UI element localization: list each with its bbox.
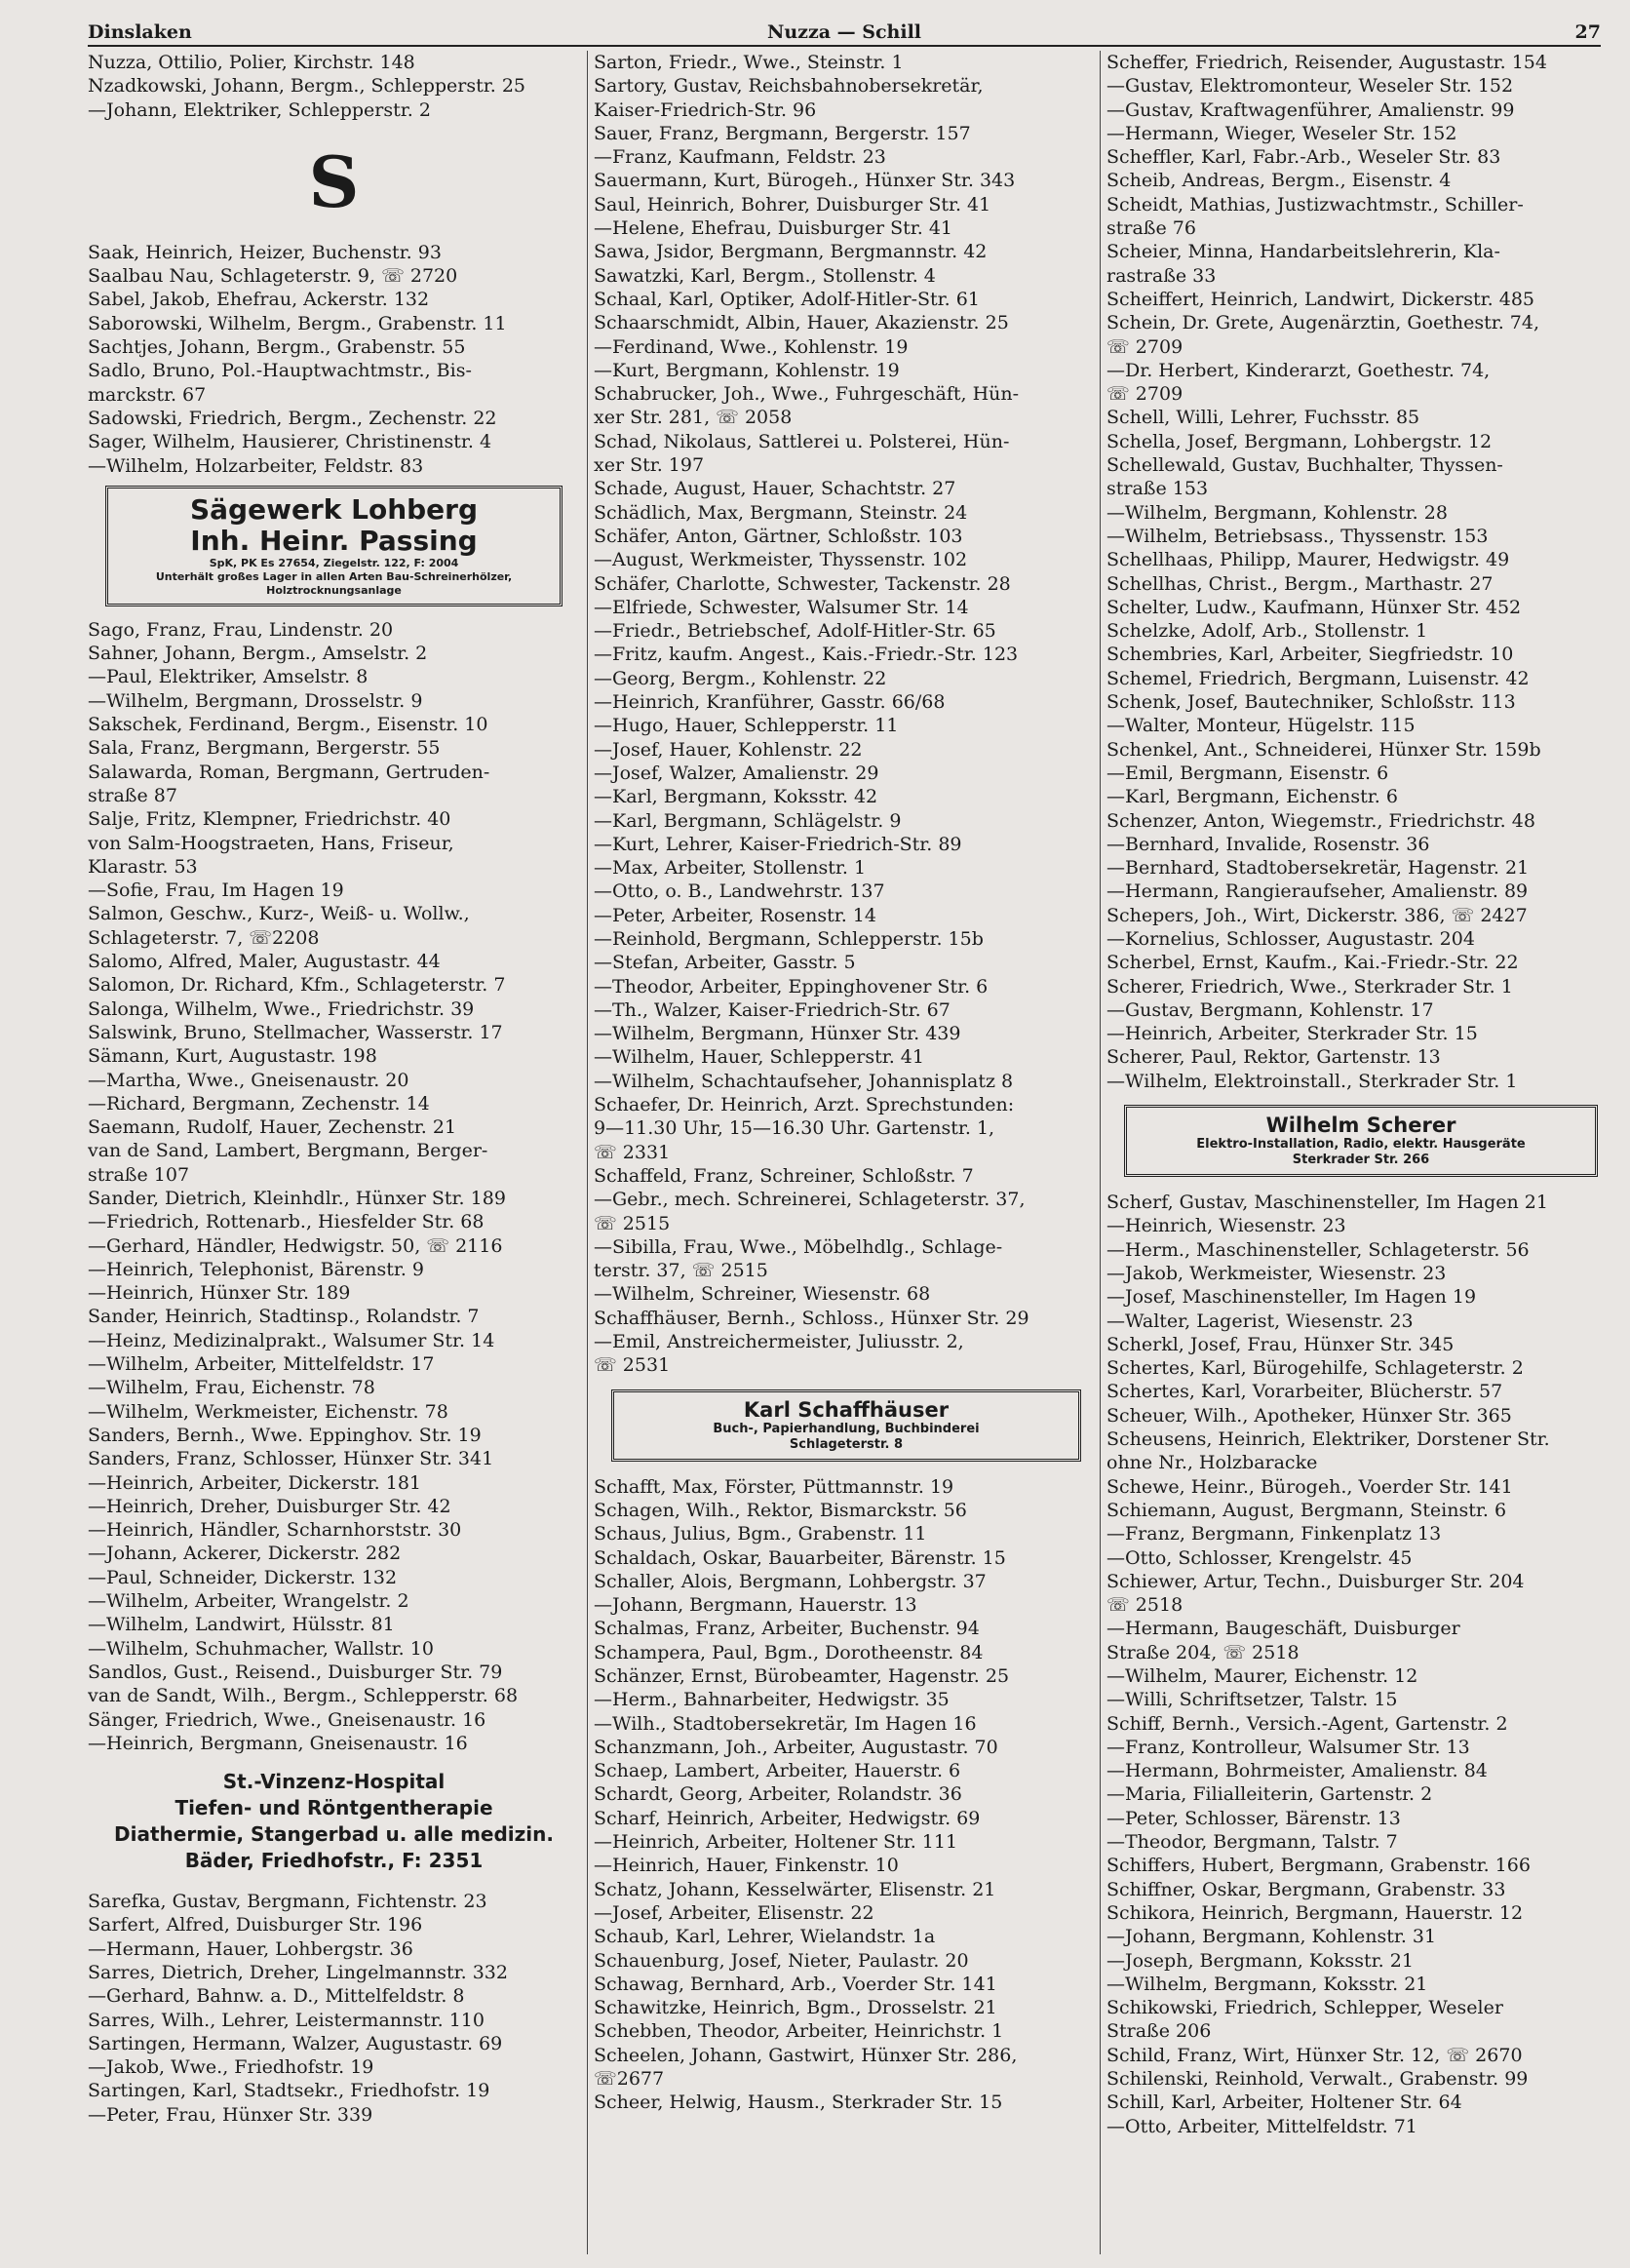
- directory-entry: —Josef, Arbeiter, Elisenstr. 22: [594, 1901, 874, 1924]
- directory-entry: Salonga, Wilhelm, Wwe., Friedrichstr. 39: [88, 997, 475, 1020]
- directory-entry: Scherer, Paul, Rektor, Gartenstr. 13: [1106, 1046, 1441, 1069]
- ad-line: Diathermie, Stangerbad u. alle medizin.: [114, 1822, 554, 1847]
- directory-entry: —Wilhelm, Schachtaufseher, Johannisplatz 8: [594, 1070, 1014, 1092]
- directory-entry: —Helene, Ehefrau, Duisburger Str. 41: [594, 217, 953, 240]
- ad-title: Wilhelm Scherer: [1265, 1114, 1456, 1138]
- directory-entry: ☏ 2709: [1106, 383, 1184, 406]
- directory-entry: Scheffler, Karl, Fabr.-Arb., Weseler Str. 83: [1106, 146, 1501, 169]
- directory-entry: Salje, Fritz, Klempner, Friedrichstr. 40: [88, 808, 451, 831]
- directory-entry: Schellewald, Gustav, Buchhalter, Thyssen-: [1106, 454, 1503, 477]
- header-range: Nuzza — Schill: [766, 21, 922, 43]
- directory-entry: Schild, Franz, Wirt, Hünxer Str. 12, ☏ 2670: [1106, 2044, 1523, 2066]
- directory-entry: Salawarda, Roman, Bergmann, Gertruden-: [88, 761, 490, 783]
- directory-entry: —Wilhelm, Bergmann, Hünxer Str. 439: [594, 1023, 961, 1045]
- directory-entry: terstr. 37, ☏ 2515: [594, 1260, 768, 1282]
- page-number: 27: [1574, 21, 1601, 43]
- directory-entry: Schiff, Bernh., Versich.-Agent, Gartenstr. 2: [1106, 1712, 1508, 1735]
- directory-entry: —Jakob, Wwe., Friedhofstr. 19: [88, 2056, 374, 2079]
- directory-entry: Schawitzke, Heinrich, Bgm., Drosselstr. 21: [594, 1997, 997, 2019]
- directory-entry: —Richard, Bergmann, Zechenstr. 14: [88, 1092, 430, 1114]
- directory-entry: —Paul, Elektriker, Amselstr. 8: [88, 666, 369, 688]
- directory-entry: Saalbau Nau, Schlageterstr. 9, ☏ 2720: [88, 265, 458, 288]
- directory-entry: Schäfer, Charlotte, Schwester, Tackenstr. 28: [594, 572, 1011, 595]
- directory-entry: Sänger, Friedrich, Wwe., Gneisenaustr. 16: [88, 1708, 486, 1731]
- ad-line: Elektro-Installation, Radio, elektr. Hausgeräte: [1196, 1137, 1526, 1153]
- directory-entry: —Wilhelm, Landwirt, Hülsstr. 81: [88, 1614, 395, 1636]
- directory-entry: Schardt, Georg, Arbeiter, Rolandstr. 36: [594, 1783, 962, 1806]
- directory-entry: Salswink, Bruno, Stellmacher, Wasserstr. 17: [88, 1021, 503, 1043]
- directory-entry: Scherkl, Josef, Frau, Hünxer Str. 345: [1106, 1333, 1455, 1355]
- directory-entry: —Wilhelm, Betriebsass., Thyssenstr. 153: [1106, 525, 1489, 547]
- directory-entry: Schiffner, Oskar, Bergmann, Grabenstr. 33: [1106, 1878, 1506, 1900]
- directory-entry: —Sofie, Frau, Im Hagen 19: [88, 880, 344, 902]
- directory-entry: —Heinrich, Kranführer, Gasstr. 66/68: [594, 691, 946, 714]
- directory-entry: Saak, Heinrich, Heizer, Buchenstr. 93: [88, 241, 442, 263]
- directory-entry: Sahner, Johann, Bergm., Amselstr. 2: [88, 643, 428, 665]
- directory-entry: —Johann, Bergmann, Hauerstr. 13: [594, 1594, 917, 1617]
- directory-entry: —Josef, Hauer, Kohlenstr. 22: [594, 738, 863, 761]
- directory-entry: Schelter, Ludw., Kaufmann, Hünxer Str. 452: [1106, 596, 1522, 618]
- ad-line: Schlageterstr. 8: [789, 1436, 904, 1452]
- entries-3b: [1106, 1191, 1615, 2138]
- directory-entry: Schelzke, Adolf, Arb., Stollenstr. 1: [1106, 620, 1428, 643]
- directory-entry: Schenkel, Ant., Schneiderei, Hünxer Str. 159b: [1106, 738, 1541, 761]
- directory-entry: Schafft, Max, Förster, Püttmannstr. 19: [594, 1475, 954, 1498]
- directory-entry: Sander, Heinrich, Stadtinsp., Rolandstr. 7: [88, 1306, 480, 1328]
- directory-entry: —Johann, Elektriker, Schlepperstr. 2: [88, 98, 431, 121]
- directory-entry: —Reinhold, Bergmann, Schlepperstr. 15b: [594, 927, 984, 950]
- directory-entry: —Heinz, Medizinalprakt., Walsumer Str. 14: [88, 1329, 495, 1351]
- directory-entry: Scherer, Friedrich, Wwe., Sterkrader Str. 1: [1106, 975, 1513, 997]
- entries-2b: [594, 1475, 1099, 2115]
- directory-entry: Sanders, Franz, Schlosser, Hünxer Str. 341: [88, 1448, 494, 1470]
- directory-entry: Nuzza, Ottilio, Polier, Kirchstr. 148: [88, 52, 415, 73]
- directory-entry: —Hugo, Hauer, Schlepperstr. 11: [594, 715, 899, 737]
- directory-entry: Sarres, Wilh., Lehrer, Leistermannstr. 110: [88, 2009, 485, 2031]
- directory-entry: Scherbel, Ernst, Kaufm., Kai.-Friedr.-Str. 22: [1106, 952, 1519, 974]
- directory-entry: —Gustav, Bergmann, Kohlenstr. 17: [1106, 998, 1434, 1021]
- directory-entry: —Stefan, Arbeiter, Gasstr. 5: [594, 952, 856, 974]
- directory-entry: —Georg, Bergm., Kohlenstr. 22: [594, 667, 887, 689]
- directory-entry: —Emil, Anstreichermeister, Juliusstr. 2,: [594, 1331, 964, 1353]
- directory-entry: Straße 206: [1106, 2020, 1212, 2043]
- directory-entry: Scherf, Gustav, Maschinensteller, Im Hagen 21: [1106, 1192, 1548, 1214]
- ad-line: Unterhält großes Lager in allen Arten Bau-Schreinerhölzer,: [155, 569, 513, 583]
- directory-entry: Scheelen, Johann, Gastwirt, Hünxer Str. 286,: [594, 2044, 1018, 2066]
- entries-2a: [594, 51, 1099, 1378]
- ad-owner: Inh. Heinr. Passing: [190, 524, 478, 557]
- directory-entry: —Johann, Bergmann, Kohlenstr. 31: [1106, 1926, 1437, 1948]
- directory-entry: —Otto, Schlosser, Krengelstr. 45: [1106, 1546, 1413, 1569]
- entries-1b: [88, 241, 580, 478]
- directory-entry: —Wilhelm, Schuhmacher, Wallstr. 10: [88, 1637, 434, 1660]
- ad-scherer: [1124, 1105, 1598, 1177]
- entries-3a: [1106, 51, 1615, 1093]
- directory-entry: —Wilh., Stadtobersekretär, Im Hagen 16: [594, 1712, 977, 1735]
- directory-entry: —Karl, Bergmann, Eichenstr. 6: [1106, 786, 1398, 808]
- directory-entry: Sabel, Jakob, Ehefrau, Ackerstr. 132: [88, 289, 430, 311]
- directory-entry: —Kurt, Bergmann, Kohlenstr. 19: [594, 359, 900, 381]
- directory-entry: Schein, Dr. Grete, Augenärztin, Goethestr. 74,: [1106, 312, 1540, 334]
- directory-entry: Sawatzki, Karl, Bergm., Stollenstr. 4: [594, 264, 936, 287]
- ad-hospital: [88, 1769, 580, 1874]
- directory-entry: —Paul, Schneider, Dickerstr. 132: [88, 1566, 398, 1588]
- directory-entry: Scheib, Andreas, Bergm., Eisenstr. 4: [1106, 170, 1452, 192]
- directory-entry: Schabrucker, Joh., Wwe., Fuhrgeschäft, Hün-: [594, 383, 1020, 406]
- column-3: [1100, 51, 1615, 2254]
- directory-entry: Salmon, Geschw., Kurz-, Weiß- u. Wollw.,: [88, 903, 470, 925]
- directory-entry: ohne Nr., Holzbaracke: [1106, 1452, 1318, 1474]
- directory-entry: —Wilhelm, Arbeiter, Mittelfeldstr. 17: [88, 1353, 435, 1376]
- directory-entry: Schepers, Joh., Wirt, Dickerstr. 386, ☏ 2427: [1106, 904, 1528, 926]
- directory-entry: Schembries, Karl, Arbeiter, Siegfriedstr. 10: [1106, 644, 1514, 666]
- directory-entry: —Heinrich, Arbeiter, Dickerstr. 181: [88, 1471, 421, 1494]
- directory-entry: —Hermann, Baugeschäft, Duisburger: [1106, 1618, 1460, 1640]
- directory-entry: Sadowski, Friedrich, Bergm., Zechenstr. 22: [88, 407, 497, 429]
- directory-entry: —Willi, Schriftsetzer, Talstr. 15: [1106, 1689, 1398, 1711]
- directory-entry: Sadlo, Bruno, Pol.-Hauptwachtmstr., Bis-: [88, 360, 472, 382]
- directory-entry: Schaffhäuser, Bernh., Schloss., Hünxer Str. 29: [594, 1307, 1029, 1329]
- directory-entry: —Otto, o. B., Landwehrstr. 137: [594, 880, 885, 903]
- directory-entry: Sandlos, Gust., Reisend., Duisburger Str. 79: [88, 1661, 503, 1683]
- directory-entry: xer Str. 197: [594, 454, 705, 477]
- directory-entry: —Peter, Schlosser, Bärenstr. 13: [1106, 1807, 1401, 1829]
- directory-entry: —Heinrich, Wiesenstr. 23: [1106, 1215, 1346, 1237]
- directory-entry: Schauenburg, Josef, Nieter, Paulastr. 20: [594, 1949, 969, 1972]
- directory-entry: —Martha, Wwe., Gneisenaustr. 20: [88, 1069, 409, 1091]
- directory-entry: —Th., Walzer, Kaiser-Friedrich-Str. 67: [594, 998, 951, 1021]
- directory-entry: Sager, Wilhelm, Hausierer, Christinenstr. 4: [88, 431, 492, 453]
- column-1: [88, 51, 580, 2254]
- directory-entry: ☏ 2531: [594, 1354, 671, 1377]
- directory-entry: van de Sand, Lambert, Bergmann, Berger-: [88, 1140, 488, 1162]
- directory-entry: Schill, Karl, Arbeiter, Holtener Str. 64: [1106, 2092, 1462, 2114]
- directory-entry: Schebben, Theodor, Arbeiter, Heinrichstr. 1: [594, 2020, 1004, 2043]
- directory-entry: Nzadkowski, Johann, Bergm., Schlepperstr. 25: [88, 75, 526, 98]
- ad-schaffhaeuser: [611, 1389, 1081, 1462]
- directory-entry: Sala, Franz, Bergmann, Bergerstr. 55: [88, 737, 441, 760]
- directory-entry: Sarton, Friedr., Wwe., Steinstr. 1: [594, 52, 904, 73]
- header-town: Dinslaken: [88, 21, 192, 43]
- directory-entry: Sartingen, Hermann, Walzer, Augustastr. 69: [88, 2032, 503, 2054]
- directory-entry: Klarastr. 53: [88, 855, 198, 878]
- directory-entry: von Salm-Hoogstraeten, Hans, Friseur,: [88, 832, 454, 854]
- directory-entry: —Josef, Maschinensteller, Im Hagen 19: [1106, 1286, 1477, 1309]
- directory-entry: Scheuer, Wilh., Apotheker, Hünxer Str. 365: [1106, 1404, 1512, 1427]
- ad-line: Holztrocknungsanlage: [266, 583, 402, 597]
- directory-entry: —Walter, Lagerist, Wiesenstr. 23: [1106, 1310, 1414, 1332]
- directory-entry: —Dr. Herbert, Kinderarzt, Goethestr. 74,: [1106, 359, 1491, 381]
- directory-entry: Salomon, Dr. Richard, Kfm., Schlageterstr. 7: [88, 974, 506, 997]
- directory-entry: Sarefka, Gustav, Bergmann, Fichtenstr. 23: [88, 1891, 487, 1913]
- directory-entry: Scharf, Heinrich, Arbeiter, Hedwigstr. 69: [594, 1807, 981, 1829]
- directory-entry: xer Str. 281, ☏ 2058: [594, 407, 793, 429]
- directory-entry: —Jakob, Werkmeister, Wiesenstr. 23: [1106, 1262, 1447, 1284]
- ad-title: Sägewerk Lohberg: [189, 492, 479, 526]
- directory-entry: —Theodor, Arbeiter, Eppinghovener Str. 6: [594, 975, 989, 997]
- directory-entry: Sanders, Bernh., Wwe. Eppinghov. Str. 19: [88, 1424, 482, 1446]
- directory-entry: —Wilhelm, Bergmann, Koksstr. 21: [1106, 1973, 1428, 1995]
- directory-entry: —Franz, Kontrolleur, Walsumer Str. 13: [1106, 1736, 1470, 1758]
- directory-entry: —Heinrich, Dreher, Duisburger Str. 42: [88, 1495, 451, 1517]
- directory-entry: Scheiffert, Heinrich, Landwirt, Dickerstr. 485: [1106, 288, 1534, 310]
- directory-entry: —Ferdinand, Wwe., Kohlenstr. 19: [594, 335, 909, 358]
- directory-entry: —Wilhelm, Hauer, Schlepperstr. 41: [594, 1046, 924, 1069]
- directory-entry: Schikowski, Friedrich, Schlepper, Weseler: [1106, 1997, 1503, 2019]
- page-header: [88, 14, 1601, 47]
- directory-entry: ☏ 2331: [594, 1141, 671, 1163]
- directory-entry: Schlageterstr. 7, ☏2208: [88, 926, 320, 949]
- directory-entry: —Peter, Arbeiter, Rosenstr. 14: [594, 904, 876, 926]
- directory-entry: ☏2677: [594, 2068, 665, 2091]
- directory-entry: —Friedr., Betriebschef, Adolf-Hitler-Str. 65: [594, 620, 996, 643]
- directory-entry: —Gerhard, Bahnw. a. D., Mittelfeldstr. 8: [88, 1985, 465, 2008]
- directory-entry: —Wilhelm, Arbeiter, Wrangelstr. 2: [88, 1590, 409, 1613]
- directory-entry: Schaus, Julius, Bgm., Grabenstr. 11: [594, 1523, 927, 1545]
- directory-entry: —Theodor, Bergmann, Talstr. 7: [1106, 1831, 1398, 1854]
- directory-entry: Salomo, Alfred, Maler, Augustastr. 44: [88, 951, 441, 973]
- directory-entry: Sander, Dietrich, Kleinhdlr., Hünxer Str. 189: [88, 1187, 506, 1209]
- directory-entry: Schampera, Paul, Bgm., Dorotheenstr. 84: [594, 1641, 984, 1663]
- directory-entry: ☏ 2515: [594, 1212, 671, 1234]
- ad-line: St.-Vinzenz-Hospital: [222, 1770, 446, 1794]
- directory-entry: Schenzer, Anton, Wiegemstr., Friedrichstr. 48: [1106, 809, 1535, 832]
- directory-entry: Schanzmann, Joh., Arbeiter, Augustastr. 70: [594, 1736, 998, 1758]
- directory-entry: —Gebr., mech. Schreinerei, Schlageterstr. 37,: [594, 1189, 1026, 1211]
- directory-entry: Schalmas, Franz, Arbeiter, Buchenstr. 94: [594, 1618, 980, 1640]
- directory-entry: —Wilhelm, Maurer, Eichenstr. 12: [1106, 1665, 1418, 1687]
- directory-entry: —Hermann, Wieger, Weseler Str. 152: [1106, 122, 1457, 144]
- directory-entry: Scheffer, Friedrich, Reisender, Augustastr. 154: [1106, 52, 1547, 73]
- directory-entry: —Hermann, Rangieraufseher, Amalienstr. 89: [1106, 880, 1529, 903]
- entries-1c: [88, 618, 580, 1755]
- directory-entry: Sartory, Gustav, Reichsbahnobersekretär,: [594, 75, 984, 98]
- directory-entry: Sauer, Franz, Bergmann, Bergerstr. 157: [594, 122, 971, 144]
- directory-entry: —Herm., Maschinensteller, Schlageterstr. 56: [1106, 1238, 1530, 1261]
- directory-entry: Schaller, Alois, Bergmann, Lohbergstr. 37: [594, 1570, 987, 1592]
- directory-entry: Sachtjes, Johann, Bergm., Grabenstr. 55: [88, 336, 466, 359]
- directory-entry: van de Sandt, Wilh., Bergm., Schlepperstr. 68: [88, 1685, 519, 1707]
- directory-entry: Schäfer, Anton, Gärtner, Schloßstr. 103: [594, 525, 963, 547]
- directory-entry: —August, Werkmeister, Thyssenstr. 102: [594, 549, 968, 571]
- directory-entry: Schade, August, Hauer, Schachtstr. 27: [594, 478, 956, 500]
- column-2: [587, 51, 1099, 2254]
- directory-entry: —Franz, Kaufmann, Feldstr. 23: [594, 146, 886, 169]
- directory-entry: Schaep, Lambert, Arbeiter, Hauerstr. 6: [594, 1760, 961, 1782]
- directory-entry: —Wilhelm, Bergmann, Drosselstr. 9: [88, 689, 423, 712]
- directory-entry: —Joseph, Bergmann, Koksstr. 21: [1106, 1949, 1414, 1972]
- directory-entry: —Wilhelm, Frau, Eichenstr. 78: [88, 1377, 375, 1399]
- directory-entry: —Kornelius, Schlosser, Augustastr. 204: [1106, 927, 1475, 950]
- directory-entry: —Sibilla, Frau, Wwe., Möbelhdlg., Schlage-: [594, 1235, 1003, 1258]
- directory-entry: Schellhas, Christ., Bergm., Marthastr. 27: [1106, 572, 1494, 595]
- directory-entry: —Gustav, Elektromonteur, Weseler Str. 152: [1106, 75, 1514, 98]
- directory-entry: Schiemann, August, Bergmann, Steinstr. 6: [1106, 1499, 1507, 1521]
- section-letter: S: [308, 139, 360, 223]
- directory-entry: Sakschek, Ferdinand, Bergm., Eisenstr. 10: [88, 714, 488, 736]
- entries-1d: [88, 1890, 580, 2127]
- directory-entry: Schella, Josef, Bergmann, Lohbergstr. 12: [1106, 430, 1493, 452]
- directory-entry: Schilenski, Reinhold, Verwalt., Grabenstr. 99: [1106, 2068, 1529, 2091]
- directory-entry: straße 107: [88, 1163, 190, 1186]
- directory-entry: rastraße 33: [1106, 264, 1217, 287]
- directory-entry: Schenk, Josef, Bautechniker, Schloßstr. 113: [1106, 691, 1516, 714]
- directory-entry: Schaal, Karl, Optiker, Adolf-Hitler-Str. 61: [594, 288, 980, 310]
- directory-entry: —Wilhelm, Holzarbeiter, Feldstr. 83: [88, 454, 424, 477]
- directory-entry: Sämann, Kurt, Augustastr. 198: [88, 1045, 377, 1068]
- directory-entry: —Karl, Bergmann, Koksstr. 42: [594, 786, 878, 808]
- entries-1a: [88, 51, 580, 122]
- directory-entry: Saborowski, Wilhelm, Bergm., Grabenstr. 11: [88, 312, 507, 334]
- directory-entry: —Hermann, Bohrmeister, Amalienstr. 84: [1106, 1760, 1488, 1782]
- directory-entry: —Hermann, Hauer, Lohbergstr. 36: [88, 1937, 413, 1960]
- directory-entry: —Franz, Bergmann, Finkenplatz 13: [1106, 1523, 1442, 1545]
- directory-entry: Sago, Franz, Frau, Lindenstr. 20: [88, 618, 394, 641]
- directory-entry: Schaarschmidt, Albin, Hauer, Akazienstr. 25: [594, 312, 1009, 334]
- directory-entry: Schaub, Karl, Lehrer, Wielandstr. 1a: [594, 1926, 936, 1948]
- directory-entry: straße 76: [1106, 217, 1196, 240]
- directory-entry: Schertes, Karl, Bürogehilfe, Schlageterstr. 2: [1106, 1357, 1524, 1380]
- directory-entry: Kaiser-Friedrich-Str. 96: [594, 98, 817, 121]
- directory-entry: Schad, Nikolaus, Sattlerei u. Polsterei, Hün-: [594, 430, 1010, 452]
- directory-entry: Schawag, Bernhard, Arb., Voerder Str. 141: [594, 1973, 997, 1995]
- directory-entry: 9—11.30 Uhr, 15—16.30 Uhr. Gartenstr. 1,: [594, 1117, 995, 1140]
- directory-entry: Schell, Willi, Lehrer, Fuchsstr. 85: [1106, 407, 1420, 429]
- directory-entry: —Heinrich, Bergmann, Gneisenaustr. 16: [88, 1732, 468, 1754]
- directory-entry: —Gustav, Kraftwagenführer, Amalienstr. 99: [1106, 98, 1515, 121]
- ad-line: SpK, PK Es 27654, Ziegelstr. 122, F: 2004: [209, 556, 459, 569]
- directory-entry: —Walter, Monteur, Hügelstr. 115: [1106, 715, 1416, 737]
- ad-title: Karl Schaffhäuser: [743, 1397, 950, 1422]
- directory-entry: —Friedrich, Rottenarb., Hiesfelder Str. 68: [88, 1211, 485, 1233]
- directory-entry: Scheusens, Heinrich, Elektriker, Dorstener Str.: [1106, 1428, 1550, 1451]
- directory-entry: —Wilhelm, Werkmeister, Eichenstr. 78: [88, 1400, 448, 1423]
- directory-entry: Schikora, Heinrich, Bergmann, Hauerstr. 12: [1106, 1901, 1524, 1924]
- directory-entry: —Kurt, Lehrer, Kaiser-Friedrich-Str. 89: [594, 833, 962, 855]
- directory-entry: —Herm., Bahnarbeiter, Hedwigstr. 35: [594, 1689, 950, 1711]
- directory-entry: straße 153: [1106, 478, 1209, 500]
- directory-entry: —Maria, Filialleiterin, Gartenstr. 2: [1106, 1783, 1433, 1806]
- ad-line: Buch-, Papierhandlung, Buchbinderei: [713, 1421, 980, 1436]
- directory-entry: ☏ 2518: [1106, 1594, 1184, 1617]
- directory-entry: Schertes, Karl, Vorarbeiter, Blücherstr. 57: [1106, 1381, 1503, 1403]
- directory-entry: Schaldach, Oskar, Bauarbeiter, Bärenstr. 15: [594, 1546, 1006, 1569]
- ad-line: Sterkrader Str. 266: [1292, 1153, 1430, 1168]
- directory-entry: —Heinrich, Hünxer Str. 189: [88, 1282, 351, 1305]
- directory-entry: —Heinrich, Arbeiter, Sterkrader Str. 15: [1106, 1023, 1478, 1045]
- ad-line: Tiefen- und Röntgentherapie: [175, 1796, 493, 1820]
- directory-entry: Scheier, Minna, Handarbeitslehrerin, Kla-: [1106, 241, 1500, 263]
- directory-entry: straße 87: [88, 784, 177, 806]
- directory-entry: Schiffers, Hubert, Bergmann, Grabenstr. 166: [1106, 1855, 1531, 1877]
- directory-entry: Schemel, Friedrich, Bergmann, Luisenstr. 42: [1106, 667, 1530, 689]
- directory-entry: Schaffeld, Franz, Schreiner, Schloßstr. 7: [594, 1164, 974, 1187]
- directory-entry: —Heinrich, Hauer, Finkenstr. 10: [594, 1855, 899, 1877]
- directory-entry: Sauermann, Kurt, Bürogeh., Hünxer Str. 343: [594, 170, 1016, 192]
- directory-entry: —Johann, Ackerer, Dickerstr. 282: [88, 1543, 402, 1565]
- directory-entry: ☏ 2709: [1106, 335, 1184, 358]
- directory-entry: —Peter, Frau, Hünxer Str. 339: [88, 2103, 373, 2126]
- directory-entry: Schellhaas, Philipp, Maurer, Hedwigstr. 49: [1106, 549, 1510, 571]
- directory-entry: Sartingen, Karl, Stadtsekr., Friedhofstr. 19: [88, 2080, 490, 2102]
- directory-entry: Schädlich, Max, Bergmann, Steinstr. 24: [594, 501, 968, 524]
- directory-entry: Schänzer, Ernst, Bürobeamter, Hagenstr. 25: [594, 1665, 1010, 1687]
- directory-entry: —Elfriede, Schwester, Walsumer Str. 14: [594, 596, 969, 618]
- directory-entry: Scheer, Helwig, Hausm., Sterkrader Str. 15: [594, 2092, 1003, 2114]
- directory-entry: —Wilhelm, Schreiner, Wiesenstr. 68: [594, 1283, 931, 1306]
- directory-entry: —Wilhelm, Bergmann, Kohlenstr. 28: [1106, 501, 1448, 524]
- directory-entry: —Otto, Arbeiter, Mittelfeldstr. 71: [1106, 2115, 1417, 2137]
- directory-entry: —Gerhard, Händler, Hedwigstr. 50, ☏ 2116: [88, 1234, 503, 1257]
- directory-entry: —Bernhard, Stadtobersekretär, Hagenstr. 21: [1106, 857, 1530, 880]
- directory-entry: Schewe, Heinr., Bürogeh., Voerder Str. 141: [1106, 1475, 1513, 1498]
- directory-entry: —Josef, Walzer, Amalienstr. 29: [594, 762, 879, 784]
- directory-entry: —Wilhelm, Elektroinstall., Sterkrader Str. 1: [1106, 1070, 1518, 1092]
- directory-entry: Sawa, Jsidor, Bergmann, Bergmannstr. 42: [594, 241, 988, 263]
- directory-entry: Scheidt, Mathias, Justizwachtmstr., Schiller-: [1106, 193, 1524, 215]
- directory-entry: Schatz, Johann, Kesselwärter, Elisenstr. 21: [594, 1878, 996, 1900]
- directory-entry: —Heinrich, Händler, Scharnhorststr. 30: [88, 1519, 462, 1542]
- directory-entry: —Karl, Bergmann, Schlägelstr. 9: [594, 809, 902, 832]
- directory-entry: Sarres, Dietrich, Dreher, Lingelmannstr. 332: [88, 1962, 508, 1983]
- directory-entry: Sarfert, Alfred, Duisburger Str. 196: [88, 1914, 423, 1936]
- directory-entry: —Emil, Bergmann, Eisenstr. 6: [1106, 762, 1389, 784]
- directory-entry: marckstr. 67: [88, 383, 207, 406]
- directory-entry: Schagen, Wilh., Rektor, Bismarckstr. 56: [594, 1499, 967, 1521]
- directory-entry: —Fritz, kaufm. Angest., Kais.-Friedr.-Str. 123: [594, 644, 1019, 666]
- ad-saegewerk: [105, 486, 563, 606]
- directory-entry: Saemann, Rudolf, Hauer, Zechenstr. 21: [88, 1116, 457, 1139]
- ad-line: Bäder, Friedhofstr., F: 2351: [184, 1849, 484, 1873]
- directory-entry: —Bernhard, Invalide, Rosenstr. 36: [1106, 833, 1430, 855]
- directory-entry: Schiewer, Artur, Techn., Duisburger Str. 204: [1106, 1570, 1525, 1592]
- directory-entry: —Max, Arbeiter, Stollenstr. 1: [594, 857, 867, 880]
- directory-entry: —Heinrich, Telephonist, Bärenstr. 9: [88, 1258, 425, 1280]
- directory-entry: Schaefer, Dr. Heinrich, Arzt. Sprechstunden:: [594, 1094, 1015, 1116]
- directory-entry: —Heinrich, Arbeiter, Holtener Str. 111: [594, 1831, 958, 1854]
- directory-entry: Straße 204, ☏ 2518: [1106, 1641, 1300, 1663]
- directory-entry: Saul, Heinrich, Bohrer, Duisburger Str. 41: [594, 193, 991, 215]
